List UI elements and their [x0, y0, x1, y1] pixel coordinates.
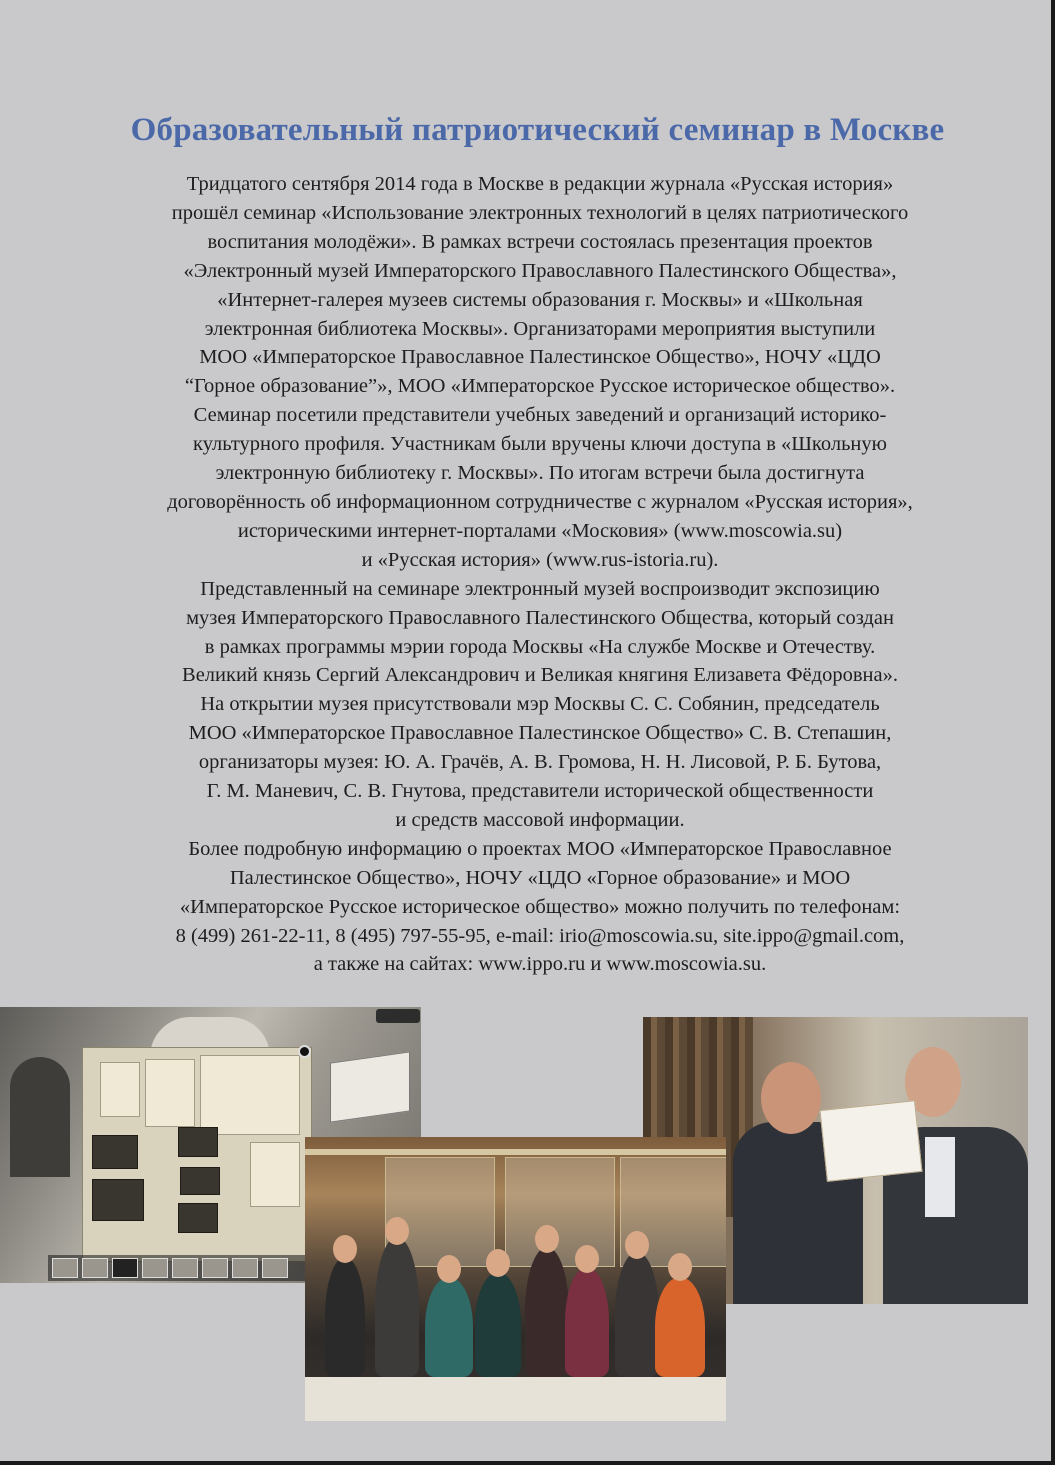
article-line: Более подробную информацию о проектах МОО «Императорское Православное [188, 837, 892, 860]
person-left-head [761, 1062, 821, 1134]
person [615, 1252, 659, 1377]
exhibit-photo [180, 1167, 220, 1195]
certificate [819, 1100, 922, 1182]
article-line: и «Русская история» (www.rus-istoria.ru). [361, 548, 719, 571]
person [425, 1277, 473, 1377]
article-line: организаторы музея: Ю. А. Грачёв, А. В. Громова, Н. Н. Лисовой, Р. Б. Бутова, [198, 751, 882, 774]
article-line: в рамках программы мэрии города Москвы «На службе Москве и Отечеству. [204, 635, 876, 658]
head [535, 1225, 559, 1253]
person [375, 1237, 419, 1377]
close-icon [298, 1045, 311, 1058]
article-line: Семинар посетили представители учебных заведений и организаций историко- [193, 404, 887, 427]
article-line: Представленный на семинаре электронный музей воспроизводит экспозицию [200, 577, 880, 600]
head [437, 1255, 461, 1283]
article-line: Великий князь Сергий Александрович и Великая княгиня Елизавета Фёдоровна». [182, 664, 898, 687]
article-line: «Электронный музей Императорского Православного Палестинского Общества», [183, 259, 897, 282]
article-line: воспитания молодёжи». В рамках встречи состоялась презентация проектов [207, 230, 873, 253]
shelf [305, 1149, 726, 1155]
exhibit-document [250, 1142, 300, 1207]
article-title: Образовательный патриотический семинар в Москве [130, 112, 945, 148]
article-line: Г. М. Маневич, С. В. Гнутова, представители исторической общественности [206, 780, 874, 803]
thumbnail [82, 1258, 108, 1278]
article-body [60, 170, 1020, 979]
head [385, 1217, 409, 1245]
group-photo [305, 1137, 726, 1421]
thumbnail [262, 1258, 288, 1278]
person-right-shirt [925, 1137, 955, 1217]
head [486, 1249, 510, 1277]
exhibit-document [145, 1059, 195, 1127]
thumbnail [232, 1258, 258, 1278]
article-line: и средств массовой информации. [395, 808, 685, 831]
article-line: а также на сайтах: www.ippo.ru и www.moscowia.su. [313, 953, 767, 976]
article-line: МОО «Императорское Православное Палестинское Общество», НОЧУ «ЦДО [199, 346, 881, 369]
person [565, 1267, 609, 1377]
article-line: «Императорское Русское историческое общество» можно получить по телефонам: [179, 895, 901, 918]
article-line: электронная библиотека Москвы». Организаторами мероприятия выступили [204, 317, 876, 340]
person [525, 1247, 569, 1377]
head [668, 1253, 692, 1281]
person [475, 1272, 521, 1377]
article-line: историческими интернет-порталами «Московия» (www.moscowia.su) [237, 519, 843, 542]
viewer-toolbar [376, 1009, 420, 1023]
article-line: прошёл семинар «Использование электронных технологий в целях патриотического [171, 201, 909, 224]
head [625, 1231, 649, 1259]
article-line: «Интернет-галерея музеев системы образования г. Москвы» и «Школьная [217, 288, 863, 311]
arch-shape [10, 1057, 70, 1177]
head [333, 1235, 357, 1263]
article-line: На открытии музея присутствовали мэр Москвы С. С. Собянин, председатель [200, 693, 880, 716]
info-stand [330, 1051, 410, 1122]
display-cabinet [505, 1157, 615, 1267]
exhibit-portrait [100, 1062, 140, 1117]
thumbnail [142, 1258, 168, 1278]
thumbnail [202, 1258, 228, 1278]
exhibit-document [200, 1055, 300, 1135]
person [325, 1257, 365, 1377]
thumbnail [172, 1258, 198, 1278]
thumbnail [112, 1258, 138, 1278]
article-line: 8 (499) 261-22-11, 8 (495) 797-55-95, e-mail: irio@moscowia.su, site.ippo@gmail.com, [175, 924, 905, 947]
person [655, 1277, 705, 1377]
article-line: культурного профиля. Участникам были вручены ключи доступа в «Школьную [193, 433, 887, 456]
exhibit-photo [178, 1127, 218, 1157]
exhibit-photo [92, 1179, 144, 1221]
article-line: договорённость об информационном сотрудничестве с журналом «Русская история», [167, 490, 913, 513]
article-line: Тридцатого сентября 2014 года в Москве в редакции журнала «Русская история» [186, 173, 894, 195]
table [305, 1377, 726, 1421]
exhibit-photo [178, 1203, 218, 1233]
thumbnail [52, 1258, 78, 1278]
article-line: электронную библиотеку г. Москвы». По итогам встречи была достигнута [215, 462, 865, 485]
article-line: МОО «Императорское Православное Палестинское Общество» С. В. Степашин, [188, 722, 892, 745]
head [575, 1245, 599, 1273]
article-line: музея Императорского Православного Палестинского Общества, который создан [186, 606, 894, 629]
article-line: Палестинское Общество», НОЧУ «ЦДО «Горное образование» и МОО [229, 866, 851, 889]
exhibit-photo [92, 1135, 138, 1169]
article-line: “Горное образование”», МОО «Императорское Русское историческое общество». [184, 375, 896, 398]
